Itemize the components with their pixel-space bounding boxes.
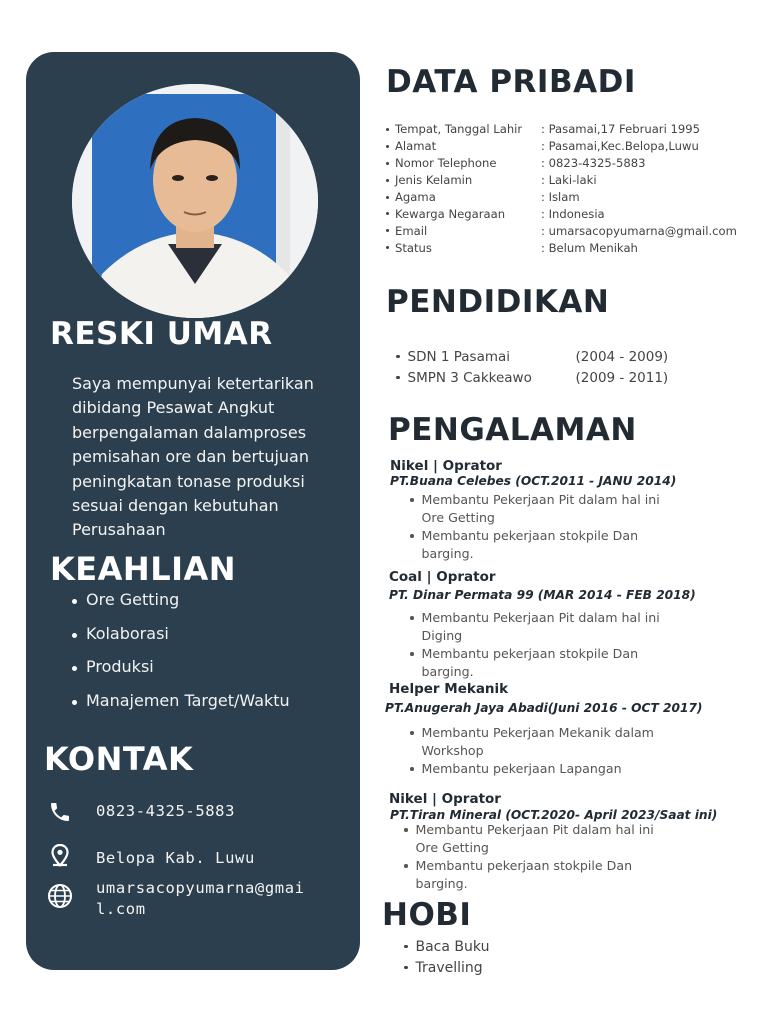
personal-data-list <box>386 121 737 256</box>
list-item: Membantu pekerjaan stokpile Dan barging. <box>410 527 660 563</box>
person-name: RESKI UMAR <box>50 316 273 352</box>
phone-icon <box>46 798 74 826</box>
list-item: Travelling <box>404 957 489 978</box>
sidebar-panel <box>26 52 360 970</box>
job-company: PT.Tiran Mineral (OCT.2020- April 2023/Saat ini) <box>390 808 718 822</box>
education-list <box>396 346 668 388</box>
education-heading: PENDIDIKAN <box>386 284 610 320</box>
job-company: PT. Dinar Permata 99 (MAR 2014 - FEB 2018) <box>389 588 696 602</box>
list-item: SDN 1 Pasamai (2004 - 2009) <box>396 346 668 367</box>
contact-address <box>46 842 255 870</box>
list-item: Status : Belum Menikah <box>386 239 737 256</box>
profile-photo <box>72 84 318 318</box>
job-role: Coal | Oprator <box>389 569 496 585</box>
job-duties <box>410 491 660 563</box>
job-duties <box>410 609 660 681</box>
list-item: Membantu Pekerjaan Pit dalam hal ini Ore Getting <box>410 491 660 527</box>
personal-data-heading: DATA PRIBADI <box>386 64 636 100</box>
job-duties <box>404 821 654 893</box>
phone-number[interactable]: 0823-4325-5883 <box>96 802 236 820</box>
experience-heading: PENGALAMAN <box>388 412 637 448</box>
job-duties <box>410 724 654 778</box>
skills-list <box>72 590 290 724</box>
job-company: PT.Anugerah Jaya Abadi(Juni 2016 - OCT 2017) <box>385 701 703 715</box>
list-item: Baca Buku <box>404 936 489 957</box>
hobbies-list <box>404 936 489 978</box>
list-item: Produksi <box>72 657 290 691</box>
contact-heading: KONTAK <box>44 740 194 778</box>
job-role: Nikel | Oprator <box>389 791 501 807</box>
profile-summary: Saya mempunyai ketertarikan dibidang Pesawat Angkut berpengalaman dalamproses pemisahan ore dan bertujuan peningkatan tonase produksi sesuai dengan kebutuhan Perusahaan <box>72 374 314 540</box>
list-item: Membantu pekerjaan stokpile Dan barging. <box>404 857 654 893</box>
list-item: Kolaborasi <box>72 624 290 658</box>
list-item: Membantu Pekerjaan Mekanik dalam Workshop <box>410 724 654 760</box>
list-item: Ore Getting <box>72 590 290 624</box>
list-item: Membantu Pekerjaan Pit dalam hal ini Ore Getting <box>404 821 654 857</box>
list-item: Email : umarsacopyumarna@gmail.com <box>386 222 737 239</box>
job-role: Nikel | Oprator <box>390 458 502 474</box>
globe-icon <box>46 882 74 910</box>
list-item: Membantu pekerjaan stokpile Dan barging. <box>410 645 660 681</box>
email-link[interactable]: umarsacopyumarna@gmai l.com <box>96 879 305 918</box>
job-company: PT.Buana Celebes (OCT.2011 - JANU 2014) <box>390 474 677 488</box>
address-text: Belopa Kab. Luwu <box>96 849 255 867</box>
list-item: Nomor Telephone : 0823-4325-5883 <box>386 155 737 172</box>
list-item: Jenis Kelamin : Laki-laki <box>386 172 737 189</box>
list-item: Kewarga Negaraan : Indonesia <box>386 205 737 222</box>
list-item: Membantu pekerjaan Lapangan <box>410 760 654 778</box>
list-item: Agama : Islam <box>386 189 737 206</box>
list-item: Manajemen Target/Waktu <box>72 691 290 725</box>
list-item: Alamat : Pasamai,Kec.Belopa,Luwu <box>386 138 737 155</box>
skills-heading: KEAHLIAN <box>50 550 237 588</box>
hobbies-heading: HOBI <box>382 897 472 933</box>
job-role: Helper Mekanik <box>389 681 509 697</box>
contact-phone <box>46 798 235 826</box>
location-pin-icon <box>46 842 74 870</box>
contact-email <box>46 878 305 920</box>
list-item: Tempat, Tanggal Lahir : Pasamai,17 Februari 1995 <box>386 121 737 138</box>
list-item: Membantu Pekerjaan Pit dalam hal ini Diging <box>410 609 660 645</box>
list-item: SMPN 3 Cakkeawo (2009 - 2011) <box>396 367 668 388</box>
